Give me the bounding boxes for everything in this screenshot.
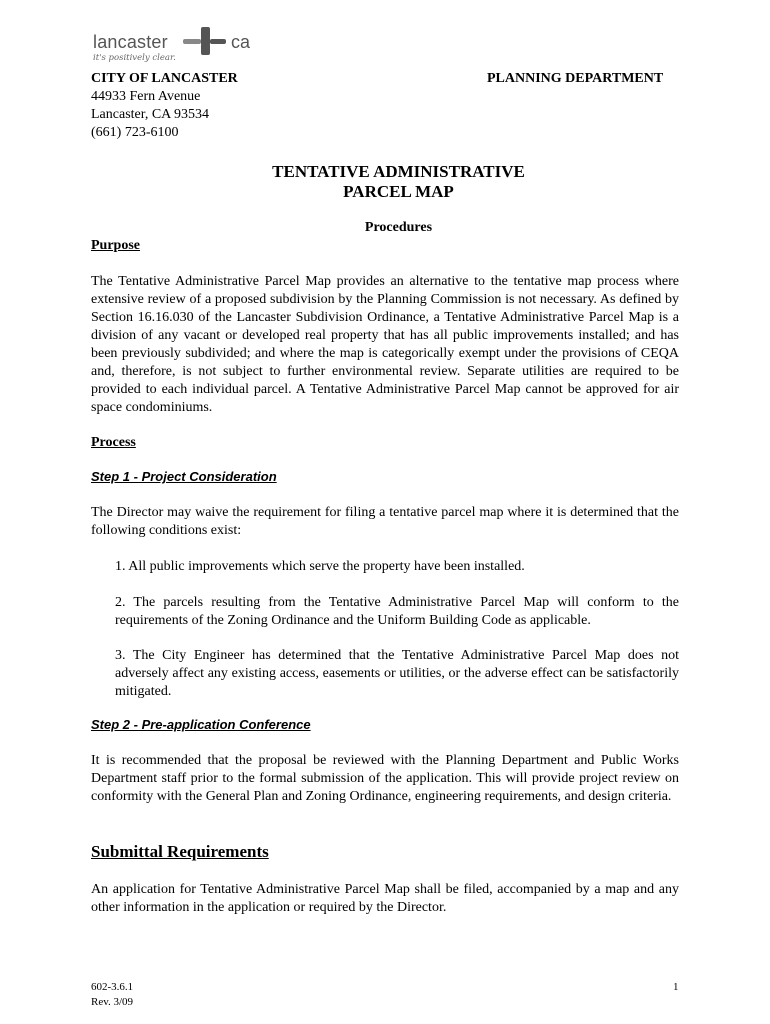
step1-item-2: 2. The parcels resulting from the Tentative Administrative Parcel Map will conform to the requirements of the Zoning Ordinance and the Uniform Building Code as applicable. [115,595,679,628]
footer-revision: Rev. 3/09 [91,996,134,1008]
step1-heading: Step 1 - Project Consideration [91,469,277,484]
cross-icon [183,27,226,55]
logo-tagline: it's positively clear. [93,53,176,63]
logo-wordmark: lancaster [93,32,168,52]
process-heading: Process [91,435,136,450]
city-name: CITY OF LANCASTER [91,71,238,86]
document-subtitle: Procedures [364,220,433,235]
step2-paragraph: It is recommended that the proposal be reviewed with the Planning Department and Public Works Department staff prior to the formal submission of the application. This will provide project review on conformity with the General Plan and Zoning Ordinance, engineering requirements, and design criteria. [91,753,679,804]
submittal-heading: Submittal Requirements [91,842,269,861]
department-name: PLANNING DEPARTMENT [487,71,664,86]
step1-intro: The Director may waive the requirement for filing a tentative parcel map where it is determined that the following conditions exist: [91,505,679,538]
step1-item-3: 3. The City Engineer has determined that the Tentative Administrative Parcel Map does not adversely affect any existing access, easements or utilities, or the adverse effect can be satisfactorily mitigated. [115,648,679,699]
document-title-line1: TENTATIVE ADMINISTRATIVE [272,162,525,181]
address-street: 44933 Fern Avenue [91,89,201,104]
address-phone: (661) 723-6100 [91,125,179,140]
step2-heading: Step 2 - Pre-application Conference [91,717,311,732]
page-number: 1 [673,981,679,993]
step1-item-1: 1. All public improvements which serve the property have been installed. [115,559,525,574]
address-city: Lancaster, CA 93534 [91,107,210,122]
submittal-paragraph: An application for Tentative Administrative Parcel Map shall be filed, accompanied by a map and any other information in the application or required by the Director. [91,882,679,915]
logo-suffix: ca [231,32,251,52]
footer-code: 602-3.6.1 [91,981,134,993]
document-title-line2: PARCEL MAP [343,182,454,201]
purpose-heading: Purpose [91,238,140,253]
purpose-paragraph: The Tentative Administrative Parcel Map provides an alternative to the tentative map process where extensive review of a proposed subdivision by the Planning Commission is not necessary. As defined by Section 16.16.030 of the Lancaster Subdivision Ordinance, a Tentative Administrative Parcel Map is a division of any vacant or developed real property that has all public improvements installed; and has been previously subdivided; and where the map is categorically exempt under the provisions of CEQA and, therefore, is not subject to further environmental review. Separate utilities are required to be provided to each individual parcel. A Tentative Administrative Parcel Map cannot be approved for air space condominiums. [91,274,679,415]
